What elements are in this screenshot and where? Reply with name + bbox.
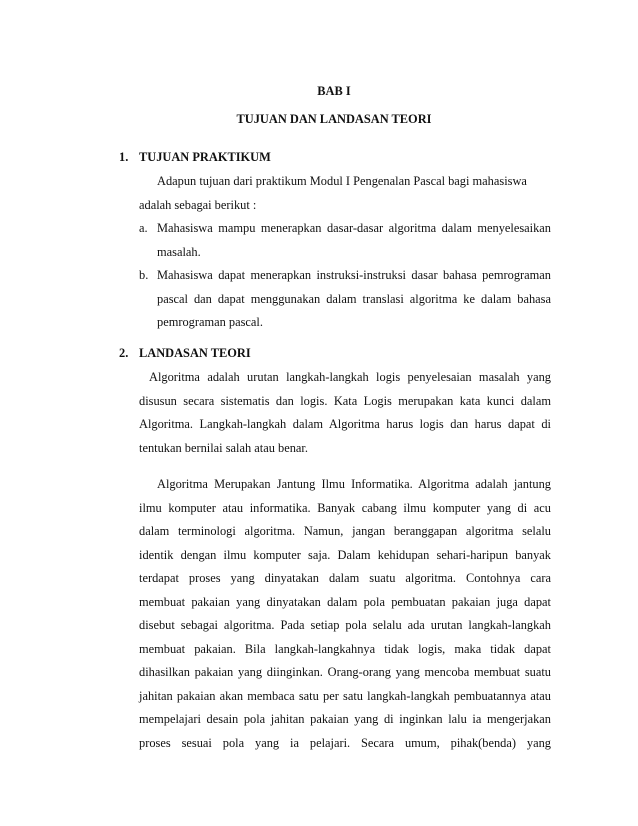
section-2-number: 2. [119, 346, 129, 360]
chapter-title: TUJUAN DAN LANDASAN TEORI [236, 112, 432, 126]
section-2-paragraph-1 [139, 366, 551, 460]
paragraph-line: membuat pakaian yang dinyatakan dalam pola pembuatan pakaian juga dapat [139, 594, 551, 609]
list-item-line: Mahasiswa mampu menerapkan dasar-dasar algoritma dalam menyelesaikan [157, 221, 551, 235]
paragraph-line: mempelajari desain pola jahitan pakaian yang di inginkan lalu ia mengerjakan [139, 712, 551, 726]
paragraph-line: terdapat proses yang dinyatakan dalam suatu algoritma. Contohnya cara [139, 571, 551, 585]
section-1-intro [139, 170, 551, 217]
chapter-label: BAB I [317, 84, 351, 98]
list-item-line: masalah. [157, 244, 201, 259]
paragraph-line: Adapun tujuan dari praktikum Modul I Pengenalan Pascal bagi mahasiswa [157, 174, 527, 188]
list-item-line: pemrograman pascal. [157, 315, 263, 329]
paragraph-line: dalam terminologi algoritma. Namun, jangan beranggapan algoritma selalu [139, 524, 551, 538]
paragraph-line: Algoritma adalah urutan langkah-langkah logis penyelesaian masalah yang [149, 370, 551, 384]
paragraph-line: adalah sebagai berikut : [139, 197, 257, 212]
section-1-title: TUJUAN PRAKTIKUM [139, 150, 271, 164]
list-item-line: Mahasiswa dapat menerapkan instruksi-instruksi dasar bahasa pemrograman [157, 268, 551, 282]
paragraph-line: disebut sebagai algoritma. Pada setiap pola selalu ada urutan langkah-langkah [139, 618, 551, 632]
list-item-line: pascal dan dapat menggunakan dalam translasi algoritma ke dalam bahasa [157, 291, 551, 306]
paragraph-line: jahitan pakaian akan membaca satu per satu langkah-langkah pembuatannya atau [139, 688, 551, 703]
paragraph-line: dihasilkan pakaian yang diinginkan. Orang-orang yang mencoba membuat suatu [139, 665, 551, 679]
paragraph-line: proses sesuai pola yang ia pelajari. Secara umum, pihak(benda) yang [139, 735, 551, 750]
paragraph-line: Algoritma. Langkah-langkah dalam Algoritma harus logis dan harus dapat di [139, 417, 551, 431]
section-1-number: 1. [119, 150, 129, 164]
paragraph-line: Algoritma Merupakan Jantung Ilmu Informatika. Algoritma adalah jantung [157, 477, 551, 491]
paragraph-line: disusun secara sistematis dan logis. Kata Logis merupakan kata kunci dalam [139, 393, 551, 408]
paragraph-line: identik dengan ilmu komputer saja. Dalam kehidupan sehari-haripun banyak [139, 547, 551, 562]
section-2-title: LANDASAN TEORI [139, 346, 251, 360]
paragraph-line: ilmu komputer atau informatika. Banyak cabang ilmu komputer yang di acu [139, 500, 551, 515]
list-marker: b. [139, 268, 149, 282]
paragraph-line: membuat pakaian. Bila langkah-langkahnya tidak logis, maka tidak dapat [139, 641, 551, 656]
list-marker: a. [139, 221, 148, 235]
paragraph-line: tentukan bernilai salah atau benar. [139, 440, 308, 455]
section-2-paragraph-2 [139, 473, 551, 755]
